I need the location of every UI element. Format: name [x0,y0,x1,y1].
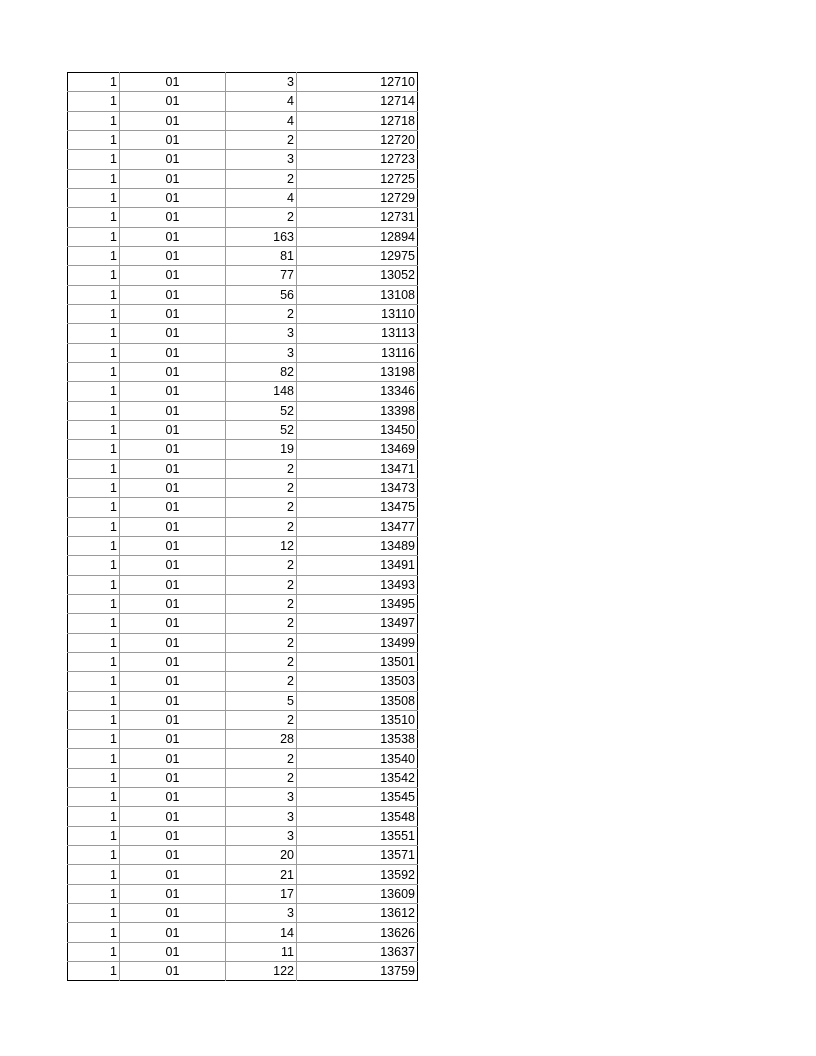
cell-col-4: 13759 [297,962,418,981]
table-row [68,614,418,633]
table-row [68,73,418,92]
table-row [68,324,418,343]
table-row [68,904,418,923]
cell-col-4: 13491 [297,556,418,575]
table-body [68,73,418,981]
cell-col-1: 1 [68,227,120,246]
table-row [68,285,418,304]
table-row [68,517,418,536]
table-row [68,730,418,749]
cell-col-1: 1 [68,865,120,884]
cell-col-1: 1 [68,440,120,459]
cell-col-3: 4 [226,92,297,111]
cell-col-4: 13637 [297,942,418,961]
cell-col-2: 01 [120,788,226,807]
cell-col-2: 01 [120,962,226,981]
cell-col-3: 2 [226,768,297,787]
cell-col-3: 2 [226,130,297,149]
table-row [68,478,418,497]
cell-col-3: 2 [226,710,297,729]
table-row [68,169,418,188]
cell-col-1: 1 [68,788,120,807]
cell-col-1: 1 [68,285,120,304]
cell-col-2: 01 [120,266,226,285]
cell-col-4: 13475 [297,498,418,517]
cell-col-3: 2 [226,478,297,497]
cell-col-3: 77 [226,266,297,285]
table-row [68,826,418,845]
cell-col-4: 13469 [297,440,418,459]
cell-col-2: 01 [120,92,226,111]
cell-col-1: 1 [68,208,120,227]
cell-col-4: 13108 [297,285,418,304]
table-row [68,227,418,246]
cell-col-4: 13612 [297,904,418,923]
cell-col-3: 2 [226,633,297,652]
cell-col-1: 1 [68,884,120,903]
table-row [68,440,418,459]
cell-col-2: 01 [120,865,226,884]
table-row [68,150,418,169]
cell-col-1: 1 [68,478,120,497]
cell-col-2: 01 [120,362,226,381]
cell-col-4: 13548 [297,807,418,826]
cell-col-2: 01 [120,884,226,903]
cell-col-2: 01 [120,227,226,246]
table-row [68,652,418,671]
table-row [68,401,418,420]
cell-col-2: 01 [120,498,226,517]
cell-col-2: 01 [120,807,226,826]
cell-col-1: 1 [68,556,120,575]
table-row [68,498,418,517]
cell-col-1: 1 [68,536,120,555]
cell-col-3: 163 [226,227,297,246]
table-row [68,459,418,478]
table-row [68,691,418,710]
cell-col-4: 13499 [297,633,418,652]
table-row [68,208,418,227]
cell-col-1: 1 [68,594,120,613]
cell-col-3: 21 [226,865,297,884]
cell-col-3: 19 [226,440,297,459]
cell-col-3: 2 [226,517,297,536]
table-row [68,111,418,130]
table-row [68,807,418,826]
cell-col-4: 12714 [297,92,418,111]
cell-col-1: 1 [68,614,120,633]
cell-col-3: 11 [226,942,297,961]
cell-col-4: 13501 [297,652,418,671]
cell-col-4: 13510 [297,710,418,729]
cell-col-2: 01 [120,208,226,227]
table-row [68,266,418,285]
cell-col-3: 3 [226,73,297,92]
cell-col-4: 12975 [297,246,418,265]
cell-col-1: 1 [68,498,120,517]
cell-col-2: 01 [120,246,226,265]
cell-col-2: 01 [120,575,226,594]
cell-col-3: 148 [226,382,297,401]
table-row [68,768,418,787]
cell-col-3: 56 [226,285,297,304]
cell-col-3: 3 [226,904,297,923]
table-row [68,672,418,691]
cell-col-3: 3 [226,826,297,845]
cell-col-3: 2 [226,575,297,594]
cell-col-1: 1 [68,324,120,343]
cell-col-4: 13542 [297,768,418,787]
cell-col-2: 01 [120,536,226,555]
cell-col-3: 20 [226,846,297,865]
cell-col-3: 28 [226,730,297,749]
cell-col-4: 13450 [297,420,418,439]
cell-col-3: 5 [226,691,297,710]
cell-col-3: 122 [226,962,297,981]
cell-col-1: 1 [68,382,120,401]
cell-col-3: 52 [226,401,297,420]
cell-col-2: 01 [120,169,226,188]
table-row [68,575,418,594]
cell-col-4: 13052 [297,266,418,285]
table-row [68,362,418,381]
cell-col-4: 13609 [297,884,418,903]
cell-col-2: 01 [120,420,226,439]
cell-col-1: 1 [68,633,120,652]
cell-col-4: 13116 [297,343,418,362]
cell-col-1: 1 [68,652,120,671]
cell-col-4: 13110 [297,304,418,323]
cell-col-1: 1 [68,188,120,207]
cell-col-4: 12894 [297,227,418,246]
cell-col-3: 2 [226,749,297,768]
cell-col-4: 12729 [297,188,418,207]
table-row [68,594,418,613]
cell-col-3: 2 [226,594,297,613]
cell-col-3: 17 [226,884,297,903]
cell-col-1: 1 [68,826,120,845]
cell-col-2: 01 [120,478,226,497]
cell-col-3: 12 [226,536,297,555]
cell-col-2: 01 [120,324,226,343]
table-row [68,633,418,652]
cell-col-2: 01 [120,130,226,149]
table-row [68,130,418,149]
table-row [68,923,418,942]
cell-col-3: 2 [226,672,297,691]
cell-col-2: 01 [120,768,226,787]
cell-col-1: 1 [68,246,120,265]
cell-col-1: 1 [68,691,120,710]
cell-col-2: 01 [120,285,226,304]
cell-col-2: 01 [120,652,226,671]
cell-col-4: 13508 [297,691,418,710]
cell-col-2: 01 [120,459,226,478]
table-row [68,188,418,207]
cell-col-1: 1 [68,266,120,285]
cell-col-4: 13538 [297,730,418,749]
table-row [68,420,418,439]
cell-col-2: 01 [120,749,226,768]
cell-col-4: 12720 [297,130,418,149]
cell-col-4: 13477 [297,517,418,536]
cell-col-3: 4 [226,111,297,130]
cell-col-2: 01 [120,826,226,845]
cell-col-1: 1 [68,846,120,865]
cell-col-1: 1 [68,304,120,323]
cell-col-3: 3 [226,150,297,169]
cell-col-2: 01 [120,730,226,749]
cell-col-1: 1 [68,169,120,188]
cell-col-1: 1 [68,923,120,942]
cell-col-1: 1 [68,459,120,478]
cell-col-3: 52 [226,420,297,439]
cell-col-4: 13545 [297,788,418,807]
cell-col-3: 3 [226,807,297,826]
cell-col-1: 1 [68,749,120,768]
cell-col-1: 1 [68,807,120,826]
cell-col-4: 13497 [297,614,418,633]
cell-col-2: 01 [120,343,226,362]
cell-col-3: 81 [226,246,297,265]
cell-col-2: 01 [120,691,226,710]
cell-col-1: 1 [68,130,120,149]
cell-col-3: 2 [226,614,297,633]
cell-col-3: 2 [226,169,297,188]
cell-col-1: 1 [68,401,120,420]
cell-col-2: 01 [120,672,226,691]
cell-col-4: 13503 [297,672,418,691]
cell-col-2: 01 [120,633,226,652]
cell-col-4: 12731 [297,208,418,227]
cell-col-2: 01 [120,150,226,169]
cell-col-4: 13626 [297,923,418,942]
cell-col-3: 14 [226,923,297,942]
table-row [68,942,418,961]
cell-col-1: 1 [68,111,120,130]
cell-col-4: 12723 [297,150,418,169]
table-row [68,749,418,768]
cell-col-4: 12725 [297,169,418,188]
cell-col-1: 1 [68,92,120,111]
data-table [67,72,418,981]
cell-col-2: 01 [120,382,226,401]
table-row [68,962,418,981]
cell-col-1: 1 [68,768,120,787]
cell-col-2: 01 [120,614,226,633]
cell-col-4: 13489 [297,536,418,555]
table-row [68,788,418,807]
cell-col-4: 13198 [297,362,418,381]
cell-col-3: 2 [226,304,297,323]
cell-col-4: 13495 [297,594,418,613]
cell-col-2: 01 [120,304,226,323]
cell-col-2: 01 [120,188,226,207]
cell-col-3: 2 [226,498,297,517]
cell-col-1: 1 [68,150,120,169]
cell-col-3: 2 [226,652,297,671]
cell-col-2: 01 [120,111,226,130]
cell-col-4: 13398 [297,401,418,420]
cell-col-1: 1 [68,672,120,691]
cell-col-1: 1 [68,362,120,381]
table-row [68,710,418,729]
cell-col-1: 1 [68,730,120,749]
table-row [68,884,418,903]
cell-col-2: 01 [120,942,226,961]
cell-col-4: 12718 [297,111,418,130]
cell-col-1: 1 [68,942,120,961]
cell-col-1: 1 [68,710,120,729]
cell-col-3: 4 [226,188,297,207]
table-row [68,865,418,884]
cell-col-4: 13471 [297,459,418,478]
cell-col-2: 01 [120,904,226,923]
cell-col-3: 3 [226,324,297,343]
table-row [68,536,418,555]
cell-col-1: 1 [68,343,120,362]
cell-col-4: 13551 [297,826,418,845]
cell-col-3: 2 [226,459,297,478]
cell-col-4: 13493 [297,575,418,594]
table-row [68,304,418,323]
cell-col-4: 13346 [297,382,418,401]
table-row [68,846,418,865]
cell-col-4: 13473 [297,478,418,497]
cell-col-4: 13571 [297,846,418,865]
cell-col-1: 1 [68,517,120,536]
cell-col-3: 3 [226,788,297,807]
cell-col-2: 01 [120,517,226,536]
table-row [68,556,418,575]
cell-col-2: 01 [120,440,226,459]
cell-col-2: 01 [120,710,226,729]
cell-col-1: 1 [68,575,120,594]
table-row [68,246,418,265]
cell-col-1: 1 [68,420,120,439]
table-row [68,343,418,362]
cell-col-2: 01 [120,556,226,575]
cell-col-4: 13113 [297,324,418,343]
cell-col-4: 12710 [380,75,415,90]
table-row [68,92,418,111]
cell-col-2: 01 [120,846,226,865]
cell-col-2: 01 [120,594,226,613]
cell-col-1: 1 [68,73,120,92]
cell-col-4: 13592 [297,865,418,884]
cell-col-3: 2 [226,556,297,575]
table-row [68,382,418,401]
cell-col-3: 3 [226,343,297,362]
cell-col-4: 13540 [297,749,418,768]
cell-col-1: 1 [68,904,120,923]
cell-col-2: 01 [120,923,226,942]
cell-col-1: 1 [68,962,120,981]
cell-col-2: 01 [120,73,226,92]
cell-col-3: 82 [226,362,297,381]
cell-col-3: 2 [226,208,297,227]
cell-col-2: 01 [120,401,226,420]
